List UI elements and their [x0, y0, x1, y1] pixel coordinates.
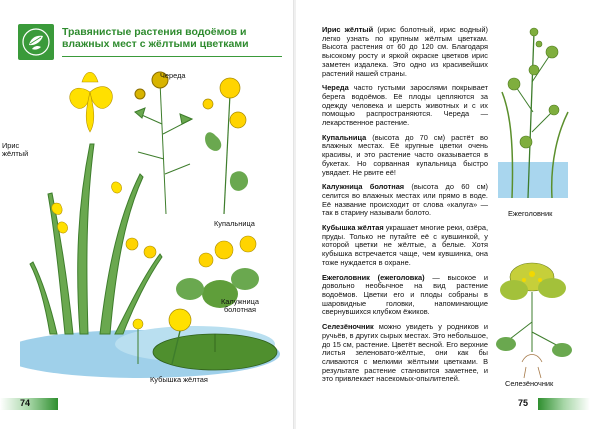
text-chereda: часто густыми зарослями покрывает берега водоёмов. Её плоды цепляются за одежду человека и шерсть животных и с их помощью распространяются. Череда — лекарственное растение.	[322, 83, 488, 128]
paragraph-kubyshka	[322, 224, 488, 268]
text-kupalnitsa: (высота до 70 см) растёт во влажных местах. Её крупные цветки очень красивы, и это растение часто оказывается в букетах. Но сорванная купальница быстро увядает. Не рвите её!	[322, 132, 488, 177]
label-iris: Ирис жёлтый	[2, 141, 29, 158]
label-chereda: Череда	[160, 71, 186, 80]
term-kaluzhnitsa: Калужница болотная	[322, 182, 405, 192]
chereda-plant	[135, 72, 192, 214]
page-number-right: 75	[518, 398, 529, 408]
paragraph-iris	[322, 26, 488, 78]
term-selezyonochnik: Селезёночник	[322, 322, 374, 332]
paragraph-selezyonochnik	[322, 323, 488, 384]
selezyonochnik-plant	[496, 263, 572, 378]
text-ezhegolovnik: — высокое и довольно необычное на вид растение водоёмов. Цветки его и плоды собраны в шаровидные головки, напоминающие свернувшихся клубком ёжиков.	[322, 272, 489, 317]
term-chereda: Череда	[322, 83, 349, 93]
kupalnitsa-plant	[203, 78, 248, 214]
section-header	[18, 24, 280, 60]
paragraph-chereda	[322, 84, 488, 128]
page-title: Травянистые растения водоёмов и влажных мест с жёлтыми цветками	[62, 26, 249, 50]
text-kubyshka: украшает многие реки, озёра, пруды. Только не путайте её с кувшинкой, у которой цветки не жёлтые, а белые. Хотя кубышка встречается чаще, чем кувшинка, она тоже нуждается в охране.	[322, 223, 489, 267]
term-iris: Ирис жёлтый	[322, 25, 374, 34]
label-selezyonochnik: Селезёночник	[505, 379, 554, 388]
right-plants-illustration	[492, 22, 578, 392]
text-iris: (ирис болотный, ирис водный) легко узнать по крупным жёлтым цветкам. Высота растения от 60 до 120 см. Благодаря высокому росту и яркой окраске цветков ирис заметен издалека. Это одно из красивейших растений нашей страны.	[322, 25, 488, 78]
label-ezhegolovnik: Ежеголовник	[508, 209, 553, 218]
term-kubyshka: Кубышка жёлтая	[322, 223, 384, 233]
paragraph-kaluzhnitsa	[322, 183, 488, 218]
text-selezyonochnik: можно увидеть у родников и ручьёв, в других сырых местах. Это небольшое, до 15 см, растение. Цветёт весной. Его верхние листья зеленовато-жёлтые, они как бы сливаются с мелкими жёлтыми цветками. В результате растение становится заметнее, и это привлекает насекомых-опылителей.	[322, 322, 488, 384]
plants-illustration	[20, 64, 282, 394]
title-divider	[62, 56, 282, 57]
article-text	[322, 26, 488, 390]
paragraph-ezhegolovnik	[322, 274, 488, 318]
label-kubyshka: Кубышка жёлтая	[150, 375, 208, 384]
term-kupalnitsa: Купальница	[322, 132, 367, 142]
text-kaluzhnitsa: (высота до 60 см) селится во влажных местах или прямо в воде. Её название происходит от слова «калуга» — так в старину называли болото.	[322, 182, 488, 218]
leaf-logo-icon	[18, 24, 54, 60]
label-kaluzhnitsa: Калужница болотная	[220, 297, 259, 314]
iris-plant	[30, 144, 162, 334]
ezhegolovnik-plant	[498, 28, 568, 198]
term-ezhegolovnik: Ежеголовник (ежеголовка)	[322, 272, 425, 282]
label-kupalnitsa: Купальница	[214, 219, 255, 228]
footer-bar-right	[538, 398, 590, 410]
left-page	[0, 0, 294, 429]
page-number-left: 74	[20, 398, 31, 408]
paragraph-kupalnitsa	[322, 134, 488, 178]
